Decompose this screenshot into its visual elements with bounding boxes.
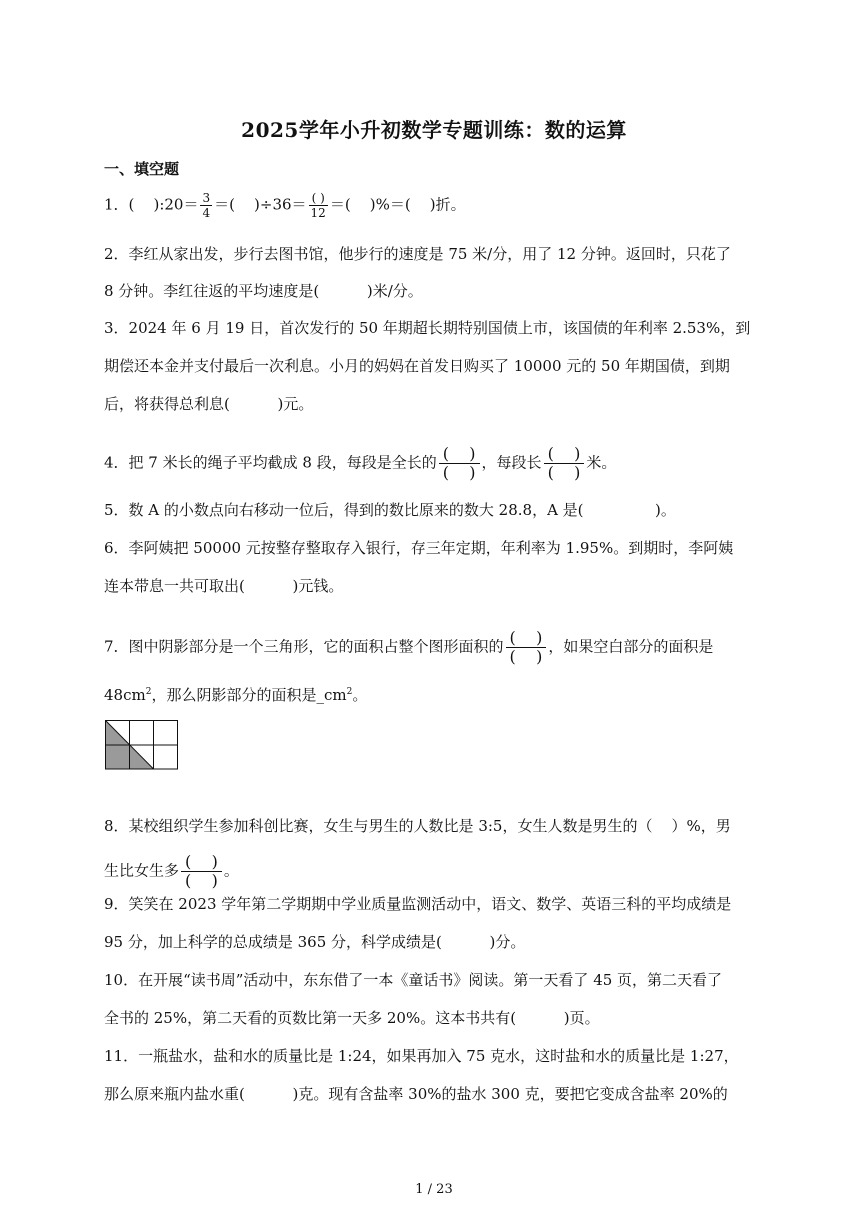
q8-frac-den: ( )	[185, 871, 218, 890]
question-7-line-2	[104, 682, 367, 705]
q1-frac2-den: 12	[310, 206, 326, 220]
question-5: 5．数 A 的小数点向右移动一位后，得到的数比原来的数大 28.8，A 是( )。	[104, 501, 676, 519]
question-8-line-1: 8．某校组织学生参加科创比赛，女生与男生的人数比是 3:5，女生人数是男生的（ ）%，男	[104, 817, 731, 835]
question-11-line-2: 那么原来瓶内盐水重( )克。现有含盐率 30%的盐水 300 克，要把它变成含盐率 20%的	[104, 1085, 728, 1103]
question-2-line-2: 8 分钟。李红往返的平均速度是( )米/分。	[104, 282, 423, 300]
question-3-line-2: 期偿还本金并支付最后一次利息。小月的妈妈在首发日购买了 10000 元的 50 年期国债，到期	[104, 357, 730, 375]
q7-question-text: ，那么阴影部分的面积是_cm	[151, 686, 347, 704]
q7-sup-1: 2	[145, 687, 152, 697]
question-1	[104, 192, 466, 219]
q4-frac1-num: ( )	[442, 444, 476, 463]
q7-end: 。	[352, 686, 368, 704]
shaded-triangle-figure	[105, 720, 179, 770]
q1-part-c: ＝( )%＝( )折。	[329, 195, 466, 214]
q8-fraction	[181, 854, 222, 889]
q4-part-c: 米。	[586, 453, 617, 472]
page-number: 1 / 23	[415, 1182, 453, 1197]
q7-part-a: 7．图中阴影部分是一个三角形，它的面积占整个图形面积的	[104, 637, 504, 656]
q1-fraction-1	[200, 192, 212, 219]
question-10-line-2: 全书的 25%，第二天看的页数比第一天多 20%。这本书共有( )页。	[104, 1009, 600, 1027]
q4-frac2-den: ( )	[547, 463, 581, 482]
question-3-line-1: 3．2024 年 6 月 19 日，首次发行的 50 年期超长期特别国债上市，该国债的年利率 2.53%，到	[104, 319, 751, 337]
q1-part-a: 1．( ):20＝	[104, 195, 199, 214]
question-9-line-2: 95 分，加上科学的总成绩是 365 分，科学成绩是( )分。	[104, 933, 526, 951]
question-9-line-1: 9．笑笑在 2023 学年第二学期期中学业质量监测活动中，语文、数学、英语三科的平均成绩是	[104, 895, 732, 913]
question-8-line-2	[104, 854, 239, 889]
q1-part-b: ＝( )÷36＝	[214, 195, 307, 214]
q7-frac-num: ( )	[509, 628, 543, 647]
q8-frac-num: ( )	[185, 852, 218, 871]
q8-part-a: 生比女生多	[104, 861, 180, 880]
q4-fraction-2	[544, 446, 585, 481]
q7-sup-2: 2	[346, 687, 353, 697]
section-heading: 一、填空题	[104, 160, 180, 178]
q1-frac1-num: 3	[202, 191, 211, 205]
page-title: 2025学年小升初数学专题训练：数的运算	[241, 118, 627, 142]
question-7-line-1	[104, 630, 713, 665]
q4-part-a: 4．把 7 米长的绳子平均截成 8 段，每段是全长的	[104, 453, 437, 472]
q8-part-b: 。	[223, 861, 239, 880]
q7-part-b: ，如果空白部分的面积是	[548, 637, 714, 656]
q4-part-b: ，每段长	[481, 453, 542, 472]
q7-fraction	[506, 630, 547, 665]
q4-frac1-den: ( )	[442, 463, 476, 482]
question-6-line-1: 6．李阿姨把 50000 元按整存整取存入银行，存三年定期，年利率为 1.95%。到期时，李阿姨	[104, 539, 734, 557]
q4-fraction-1	[439, 446, 480, 481]
question-4	[104, 446, 616, 481]
question-6-line-2: 连本带息一共可取出( )元钱。	[104, 577, 344, 595]
q4-frac2-num: ( )	[547, 444, 581, 463]
question-3-line-3: 后，将获得总利息( )元。	[104, 395, 314, 413]
q1-frac2-num: ( )	[311, 191, 325, 205]
q7-area-value: 48cm	[104, 686, 146, 704]
q1-fraction-2	[309, 192, 328, 219]
question-11-line-1: 11．一瓶盐水，盐和水的质量比是 1:24，如果再加入 75 克水，这时盐和水的质量比是 1:27，	[104, 1047, 739, 1065]
question-10-line-1: 10．在开展“读书周”活动中，东东借了一本《童话书》阅读。第一天看了 45 页，第二天看了	[104, 971, 723, 989]
q7-frac-den: ( )	[509, 647, 543, 666]
q1-frac1-den: 4	[202, 206, 211, 220]
question-2-line-1: 2．李红从家出发，步行去图书馆，他步行的速度是 75 米/分，用了 12 分钟。返回时，只花了	[104, 245, 731, 263]
